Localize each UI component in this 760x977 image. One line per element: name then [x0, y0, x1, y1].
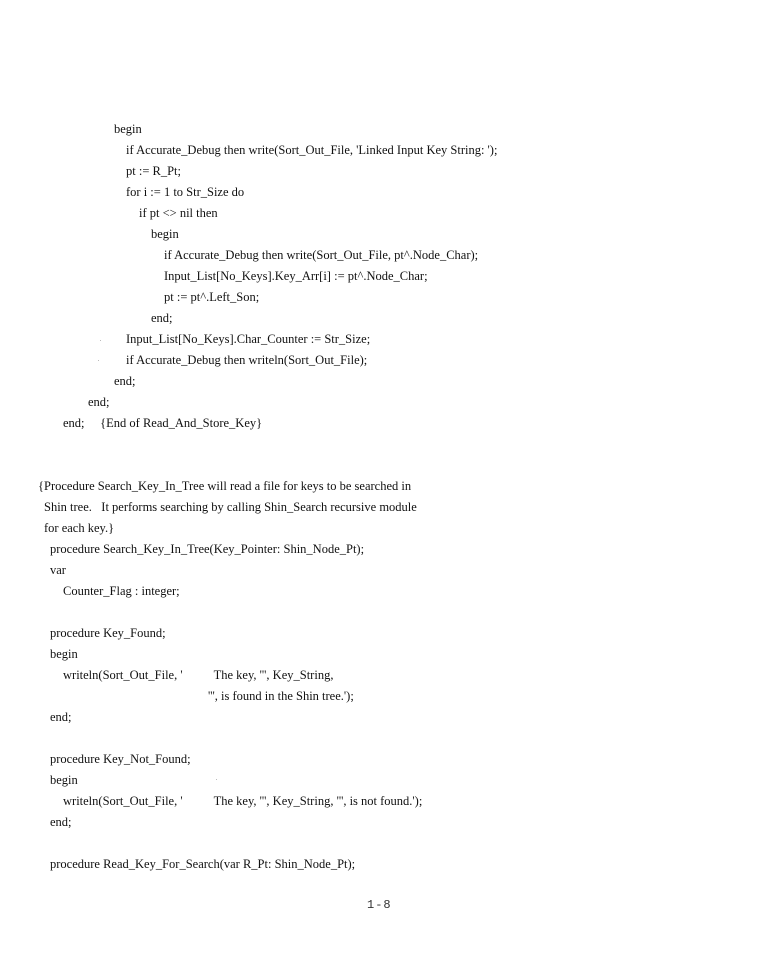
code-line: begin: [114, 122, 142, 136]
code-line: if Accurate_Debug then write(Sort_Out_File, pt^.Node_Char);: [164, 248, 479, 262]
code-line: end;: [50, 815, 72, 829]
code-line: begin: [151, 227, 179, 241]
code-line: ''', is found in the Shin tree.');: [208, 689, 354, 703]
scan-speck: [98, 360, 99, 361]
code-line: if Accurate_Debug then write(Sort_Out_File, 'Linked Input Key String: ');: [126, 143, 498, 157]
page-number: 1-8: [367, 898, 392, 912]
code-line: for i := 1 to Str_Size do: [126, 185, 245, 199]
code-line: pt := R_Pt;: [126, 164, 181, 178]
code-line: var: [50, 563, 66, 577]
scan-speck: [100, 340, 101, 341]
scan-speck: [216, 779, 217, 780]
code-comment-line: {Procedure Search_Key_In_Tree will read a file for keys to be searched in: [38, 479, 412, 493]
code-line: begin: [50, 773, 78, 787]
code-line: pt := pt^.Left_Son;: [164, 290, 260, 304]
code-line: writeln(Sort_Out_File, ' The key, ''', Key_String, ''', is not found.');: [63, 794, 423, 808]
code-line: Input_List[No_Keys].Key_Arr[i] := pt^.Node_Char;: [164, 269, 428, 283]
code-line: end;: [114, 374, 136, 388]
code-line: procedure Key_Not_Found;: [50, 752, 191, 766]
code-line: end;: [88, 395, 110, 409]
code-line: writeln(Sort_Out_File, ' The key, ''', Key_String,: [63, 668, 334, 682]
code-line: begin: [50, 647, 78, 661]
code-comment-line: for each key.}: [44, 521, 115, 535]
code-line: procedure Read_Key_For_Search(var R_Pt: Shin_Node_Pt);: [50, 857, 356, 871]
code-line: Input_List[No_Keys].Char_Counter := Str_Size;: [126, 332, 371, 346]
code-line: end;: [151, 311, 173, 325]
code-line: if pt <> nil then: [139, 206, 218, 220]
code-comment-line: Shin tree. It performs searching by calling Shin_Search recursive module: [44, 500, 417, 514]
code-line: procedure Key_Found;: [50, 626, 166, 640]
code-line: if Accurate_Debug then writeln(Sort_Out_File);: [126, 353, 368, 367]
code-line: end; {End of Read_And_Store_Key}: [63, 416, 263, 430]
code-line: Counter_Flag : integer;: [63, 584, 180, 598]
code-line: end;: [50, 710, 72, 724]
code-line: procedure Search_Key_In_Tree(Key_Pointer: Shin_Node_Pt);: [50, 542, 365, 556]
